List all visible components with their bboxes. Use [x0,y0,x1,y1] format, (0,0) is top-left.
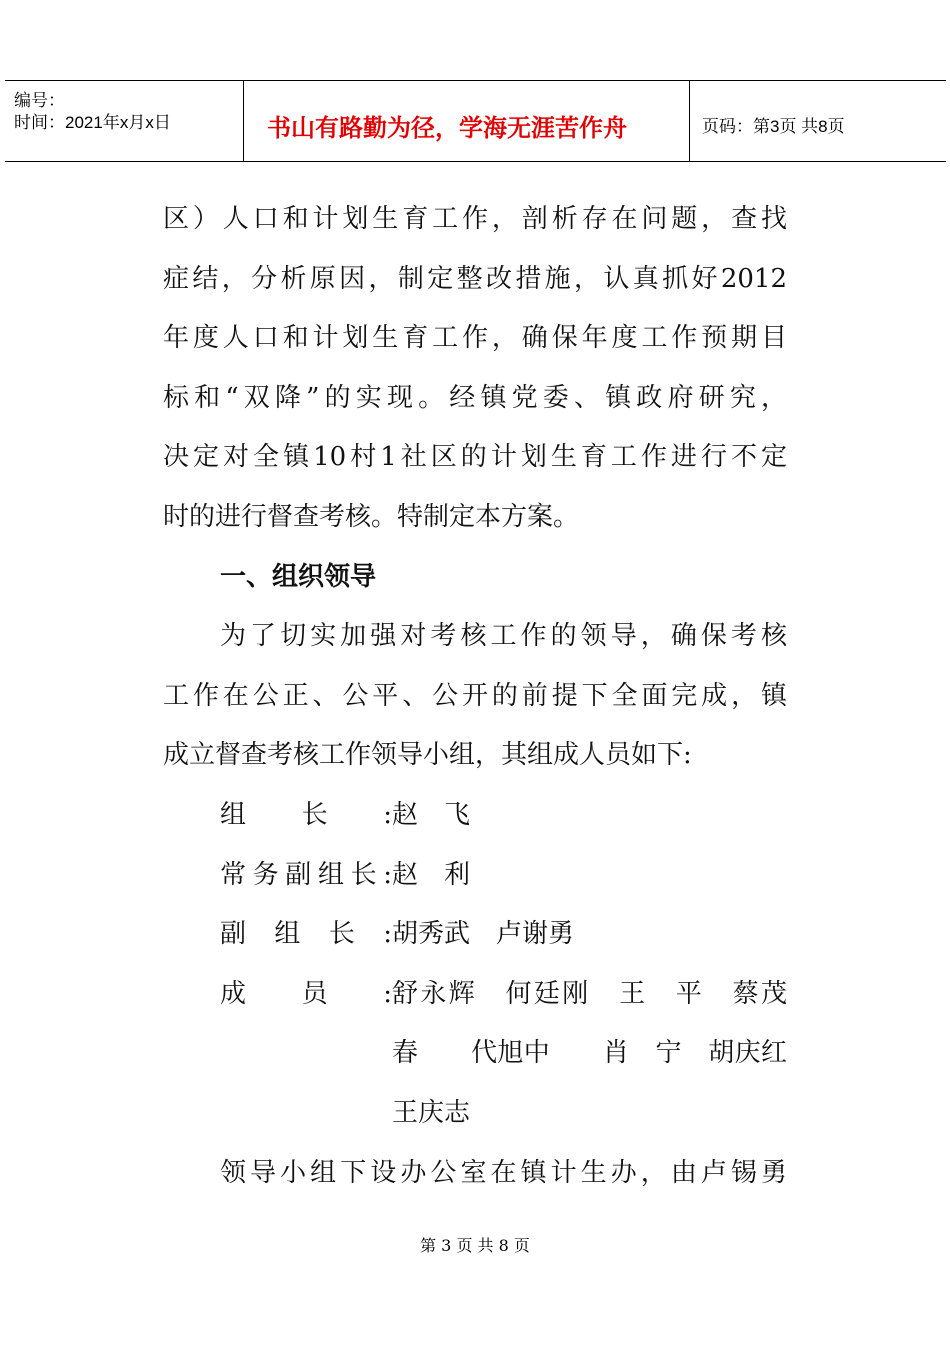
member-names-line: 王庆志 [392,1097,471,1128]
body-line: 年度人口和计划生育工作，确保年度工作预期目 [163,323,787,354]
member-row-continued [163,1084,787,1144]
header-page-info: 页码：第3页 共8页 [702,117,845,136]
document-time-label: 时间：2021年x月x日 [14,113,171,132]
deputy-label: 副组长: [220,919,392,950]
body-line: 工作在公正、公平、公开的前提下全面完成，镇 [163,680,787,711]
header-meta-cell [5,81,244,161]
body-line: 时的进行督查考核。特制定本方案。 [163,501,580,532]
document-number-label: 编号： [14,91,65,110]
header-page-cell [690,81,946,161]
member-names-line: 春 代旭中 肖 宁 胡庆红 [392,1038,787,1069]
header-motto: 书山有路勤为径，学海无涯苦作舟 [267,114,627,142]
body-line: 成立督查考核工作领导小组，其组成人员如下: [163,740,692,771]
document-body [163,190,787,1203]
body-line: 为了切实加强对考核工作的领导，确保考核 [220,621,787,652]
body-line: 决定对全镇10村1社区的计划生育工作进行不定 [163,442,787,473]
page-footer: 第 3 页 共 8 页 [420,1236,530,1255]
header-motto-cell [244,81,690,161]
body-line: 症结，分析原因，制定整改措施，认真抓好2012 [163,263,787,294]
exec-deputy-value: 赵 利 [392,859,471,890]
leader-value: 赵 飞 [392,799,471,830]
exec-deputy-row [163,846,787,906]
leader-row [163,786,787,846]
member-row [163,965,787,1025]
member-row-continued [163,1024,787,1084]
body-line: 领导小组下设办公室在镇计生办，由卢锡勇 [220,1157,787,1188]
exec-deputy-label: 常务副组长: [220,859,392,890]
deputy-value: 胡秀武 卢谢勇 [392,919,575,950]
leader-label: 组长: [220,799,392,830]
member-label: 成员: [220,978,392,1009]
deputy-row [163,905,787,965]
member-names-line: 舒永辉 何廷刚 王 平 蔡茂 [392,978,787,1009]
section-heading: 一、组织领导 [220,561,377,592]
body-line: 区）人口和计划生育工作，剖析存在问题，查找 [163,204,787,234]
body-line: 标和“双降”的实现。经镇党委、镇政府研究， [163,382,787,413]
document-header [5,80,946,162]
